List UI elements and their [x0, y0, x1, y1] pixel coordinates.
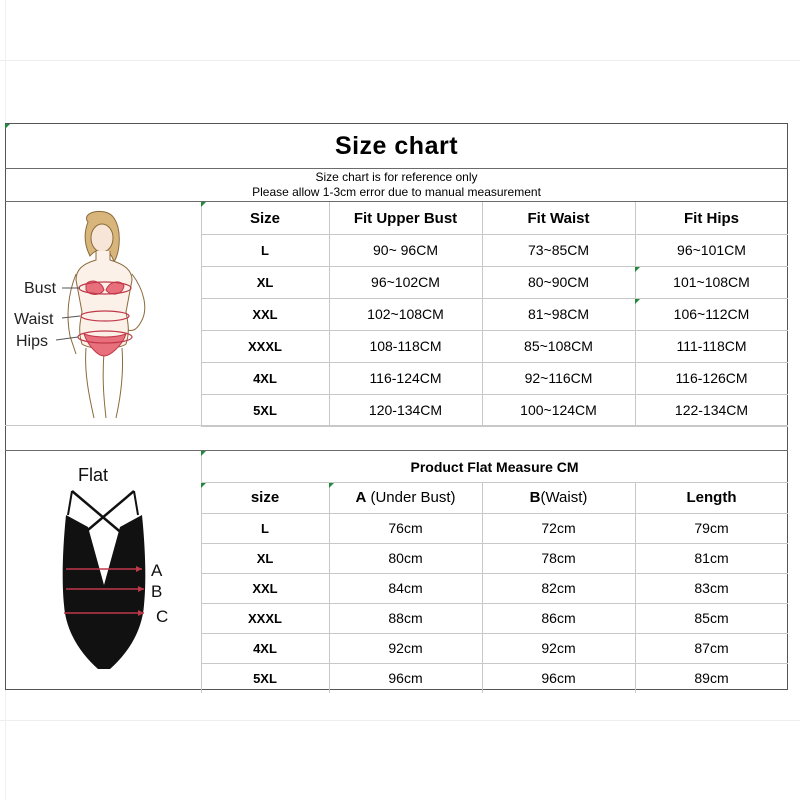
cell-marker — [201, 202, 206, 207]
flat-table-title: Product Flat Measure CM — [410, 458, 579, 475]
size-cell: 5XL — [253, 402, 277, 418]
measure-cell: 96~101CM — [677, 242, 746, 258]
measure-cell: 88cm — [388, 610, 423, 626]
cell-marker — [201, 451, 206, 456]
swimsuit-shape — [63, 515, 146, 669]
cell-marker — [635, 267, 640, 272]
size-cell: XXL — [252, 306, 278, 322]
cell-marker — [5, 124, 10, 129]
label-c: C — [156, 607, 169, 626]
measure-cell: 87cm — [694, 640, 729, 656]
column-header-text: B — [529, 489, 541, 506]
bust-label: Bust — [24, 280, 57, 297]
column-header — [329, 482, 482, 513]
grid-line — [0, 60, 800, 61]
column-header — [482, 482, 635, 513]
column-header-text: A — [355, 489, 367, 506]
waist-pointer — [62, 316, 80, 318]
measure-cell: 116-124CM — [369, 370, 442, 386]
waist-label: Waist — [14, 311, 54, 328]
measure-cell: 106~112CM — [673, 306, 750, 322]
size-cell: XXL — [252, 580, 278, 596]
measure-cell: 85~108CM — [524, 338, 593, 354]
column-header: Fit Waist — [527, 209, 590, 227]
measure-cell: 92~116CM — [524, 370, 593, 386]
note-line-2: Please allow 1-3cm error due to manual measurement — [252, 185, 541, 199]
flat-figure-title: Flat — [78, 465, 109, 485]
size-cell: 4XL — [253, 640, 277, 656]
measure-cell: 89cm — [694, 670, 729, 686]
measure-cell: 92cm — [388, 640, 423, 656]
size-cell: 5XL — [253, 670, 277, 686]
measure-cell: 79cm — [694, 520, 729, 536]
size-cell: L — [261, 520, 269, 536]
column-header: Size — [249, 209, 280, 227]
measure-cell: 81cm — [694, 550, 729, 566]
bikini-bottom-shape — [84, 334, 126, 356]
measure-cell: 120-134CM — [368, 402, 443, 418]
measure-cell: 83cm — [694, 580, 729, 596]
flat-garment-illustration — [10, 455, 200, 685]
column-header-text: Length — [686, 489, 737, 506]
label-a: A — [151, 561, 163, 580]
column-header — [201, 482, 329, 513]
column-header-text: size — [250, 489, 280, 506]
hips-pointer — [56, 337, 78, 340]
column-header: Fit Upper Bust — [353, 209, 458, 227]
size-cell: XXXL — [248, 338, 282, 354]
left-arm-shape — [68, 274, 76, 354]
side-straps — [68, 491, 138, 515]
body-figure-illustration — [10, 204, 200, 422]
measure-cell: 92cm — [541, 640, 576, 656]
measure-cell: 122-134CM — [674, 402, 749, 418]
size-cell: XL — [256, 550, 274, 566]
measure-cell: 85cm — [694, 610, 729, 626]
grid-line — [0, 720, 800, 721]
measure-cell: 100~124CM — [520, 402, 597, 418]
divider — [5, 425, 788, 426]
cell-marker — [201, 483, 206, 488]
measure-cell: 82cm — [541, 580, 576, 596]
measure-cell: 86cm — [541, 610, 576, 626]
column-header-text: (Under Bust) — [366, 489, 456, 506]
measure-cell: 116-126CM — [675, 370, 748, 386]
measure-cell: 101~108CM — [673, 274, 750, 290]
measure-cell: 76cm — [388, 520, 423, 536]
note-line-1: Size chart is for reference only — [315, 169, 478, 184]
measure-cell: 80cm — [388, 550, 423, 566]
size-cell: 4XL — [253, 370, 277, 386]
measure-cell: 78cm — [541, 550, 576, 566]
measure-cell: 111-118CM — [676, 338, 747, 354]
hips-label: Hips — [16, 333, 49, 350]
size-cell: XL — [256, 274, 274, 290]
measure-cell: 108-118CM — [369, 338, 442, 354]
cell-marker — [635, 299, 640, 304]
column-header: Fit Hips — [684, 209, 739, 227]
measure-cell: 102~108CM — [367, 306, 444, 322]
cell-marker — [329, 483, 334, 488]
measure-cell: 96cm — [541, 670, 576, 686]
measure-cell: 73~85CM — [527, 242, 590, 258]
measure-cell: 96cm — [388, 670, 423, 686]
label-b: B — [151, 582, 163, 601]
size-cell: L — [261, 242, 269, 258]
row-divider — [201, 426, 788, 427]
size-cell: XXXL — [248, 610, 282, 626]
legs-shape — [86, 348, 123, 418]
page-title: Size chart — [334, 131, 459, 160]
measure-cell: 81~98CM — [527, 306, 590, 322]
measure-cell: 72cm — [541, 520, 576, 536]
column-header-text: (Waist) — [540, 489, 588, 506]
measure-cell: 90~ 96CM — [373, 242, 438, 258]
measure-cell: 80~90CM — [527, 274, 590, 290]
measure-cell: 96~102CM — [371, 274, 440, 290]
column-header — [635, 482, 788, 513]
head-shape — [91, 224, 113, 252]
measure-cell: 84cm — [388, 580, 423, 596]
